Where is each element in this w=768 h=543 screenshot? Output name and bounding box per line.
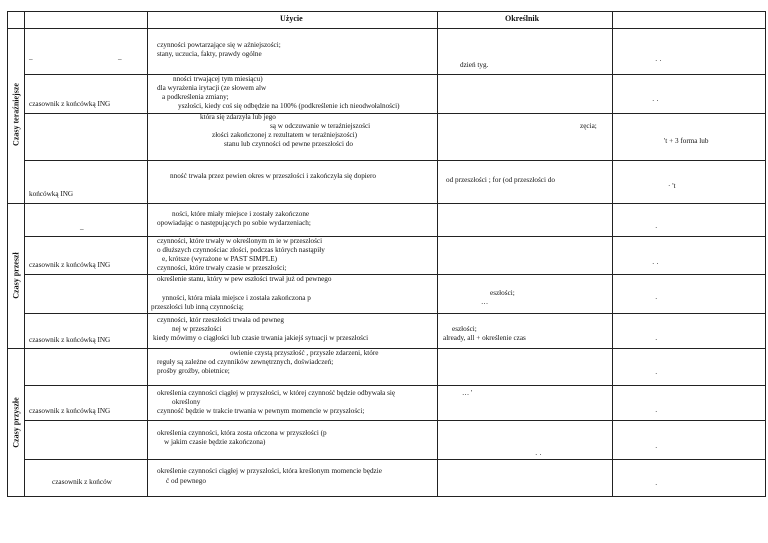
usage-line: czynności, któr rzeszłości trwała od pewneg <box>157 316 284 324</box>
usage-line: dla wyrażenia irytacji (ze słowem alw <box>157 84 267 92</box>
example-cell: · <box>655 408 658 416</box>
form-cell: czasownik z końcówką ING <box>29 261 111 269</box>
row-divider <box>24 459 766 460</box>
usage-line: a podkreślenia zmiany; <box>162 93 229 101</box>
column-header-marker: Określnik <box>505 14 540 23</box>
usage-line: czynność będzie w trakcie trwania w pewnym momencie w przyszłości; <box>157 407 365 415</box>
marker-cell: · · <box>535 451 542 459</box>
usage-line: czynności, które trwały czasie w przeszłości; <box>157 264 287 272</box>
usage-line: określenie stanu, który w pew eszłości trwał już od pewnego <box>157 275 332 283</box>
group-divider <box>7 203 766 204</box>
usage-line: nej w przeszłości <box>172 325 222 333</box>
usage-line: e, krótsze (wyrażone w PAST SIMPLE) <box>162 255 277 263</box>
usage-line: yszłości, kiedy coś się odbędzie na 100% (podkreślenie ich nieodwołalności) <box>178 102 400 110</box>
row-divider <box>24 274 766 275</box>
row-divider <box>24 74 766 75</box>
marker-cell: … ' <box>462 389 473 397</box>
form-cell: czasownik z końcówką ING <box>29 407 111 415</box>
row-divider <box>24 160 766 161</box>
usage-line: określenia czynności, która zosta ończona w przyszłości (p <box>157 429 327 437</box>
example-cell: · · <box>655 57 662 65</box>
marker-cell: zęcia; <box>580 122 597 130</box>
example-cell: · <box>655 370 658 378</box>
group-label-present: Czasy teraźniejsze <box>11 83 21 146</box>
example-cell: · <box>655 481 658 489</box>
table-border-left <box>7 11 8 497</box>
usage-line: nności trwającej tym miesiącu) <box>173 75 263 83</box>
example-cell: · 't <box>668 182 676 190</box>
usage-line: o dłuższych czynnościac złości, podczas których nastąpiły <box>157 246 325 254</box>
usage-line: określony <box>172 398 201 406</box>
row-divider <box>24 385 766 386</box>
form-cell: końcówką ING <box>29 190 74 198</box>
usage-line: ności, które miały miejsce i zostały zakończone <box>172 210 310 218</box>
marker-cell: od przeszłości ; for (od przeszłości do <box>446 176 555 184</box>
form-cell: – <box>80 225 84 233</box>
usage-line: stany, uczucia, fakty, prawdy ogólne <box>157 50 262 58</box>
header-divider <box>7 28 766 29</box>
marker-cell: … <box>481 298 489 306</box>
group-label-past: Czasy przeszł <box>11 252 21 299</box>
table-divider-group <box>24 11 25 497</box>
usage-line: nność trwała przez pewien okres w przeszłości i zakończyła się dopiero <box>170 172 376 180</box>
example-cell: · <box>655 336 658 344</box>
marker-cell: dzień tyg. <box>460 61 489 69</box>
usage-line: reguły są zależne od czynników zewnętrznych, doświadczeń; <box>157 358 334 366</box>
usage-line: czynności, które trwały w określonym m ie w przeszłości <box>157 237 323 245</box>
column-header-usage: Użycie <box>280 14 303 23</box>
form-cell: czasownik z końcówką ING <box>29 100 111 108</box>
usage-line: opowiadając o następujących po sobie wydarzeniach; <box>157 219 311 227</box>
table-divider-usage <box>437 11 438 497</box>
marker-cell: already, all + określenie czas <box>443 334 526 342</box>
usage-line: która się zdarzyła lub jego <box>200 113 276 121</box>
example-cell: · · <box>652 260 659 268</box>
usage-line: złości zakończonej z rezultatem w teraźniejszości) <box>212 131 358 139</box>
form-cell: – <box>29 55 33 63</box>
marker-cell: eszłości; <box>452 325 477 333</box>
table-border-top <box>7 11 766 12</box>
row-divider <box>24 420 766 421</box>
usage-line: przeszłości lub inną czynnością; <box>151 303 244 311</box>
usage-line: owienie czystą przyszłość , przyszłe zdarzeni, które <box>230 349 379 357</box>
table-border-bottom <box>7 496 766 497</box>
example-cell: · · <box>652 97 659 105</box>
group-divider <box>7 348 766 349</box>
usage-line: stanu lub czynności od pewne przeszłości do <box>224 140 353 148</box>
usage-line: określenie czynności ciągłej w przyszłości, która kreślonym momencie będzie <box>157 467 382 475</box>
row-divider <box>24 236 766 237</box>
example-cell: · <box>655 295 658 303</box>
table-divider-marker <box>612 11 613 497</box>
example-cell: · <box>655 224 658 232</box>
form-cell: – <box>118 55 122 63</box>
form-cell: czasownik z końców <box>52 478 112 486</box>
usage-line: ć od pewnego <box>166 477 206 485</box>
usage-line: kiedy mówimy o ciągłości lub czasie trwania jakiejś sytuacji w przeszłości <box>153 334 369 342</box>
row-divider <box>24 113 766 114</box>
table-divider-form <box>147 11 148 497</box>
group-label-future: Czasy przyszłe <box>11 397 21 448</box>
usage-line: określenia czynności ciągłej w przyszłości, w której czynność będzie odbywała się <box>157 389 396 397</box>
row-divider <box>24 313 766 314</box>
example-cell: 't + 3 forma lub <box>664 137 709 145</box>
form-cell: czasownik z końcówką ING <box>29 336 111 344</box>
table-border-right <box>765 11 766 497</box>
usage-line: ynności, która miała miejsce i została zakończona p <box>162 294 311 302</box>
usage-line: w jakim czasie będzie zakończona) <box>164 438 266 446</box>
usage-line: prośby groźby, obietnice; <box>157 367 230 375</box>
marker-cell: eszłości; <box>490 289 515 297</box>
example-cell: · <box>655 444 658 452</box>
usage-line: są w odczuwanie w teraźniejszości <box>270 122 371 130</box>
usage-line: czynności powtarzające się w aźniejszości; <box>157 41 281 49</box>
